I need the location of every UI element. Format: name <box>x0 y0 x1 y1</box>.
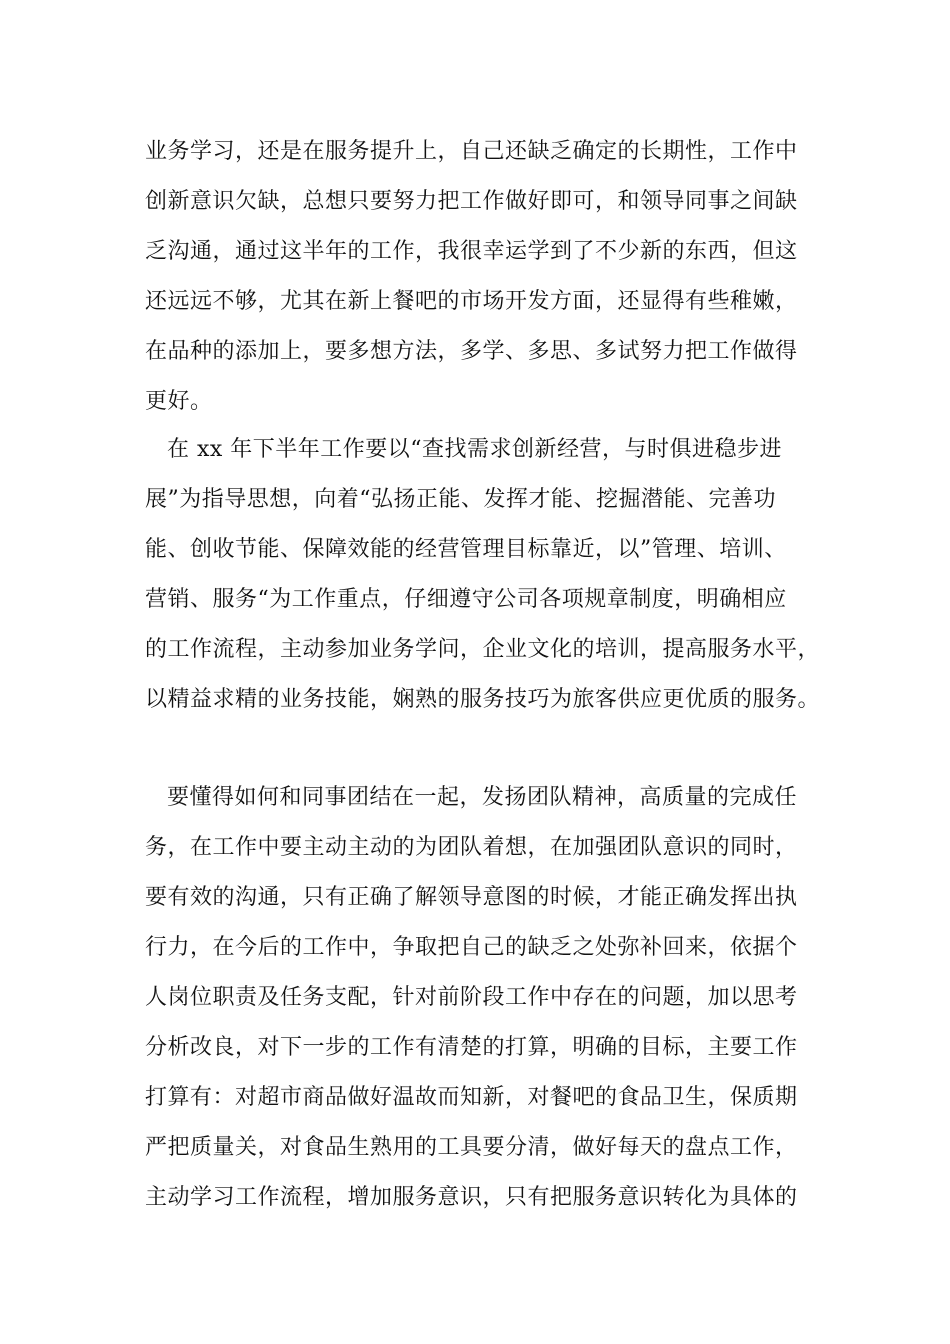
text-line: 严把质量关，对食品生熟用的工具要分清，做好每天的盘点工作， <box>145 1135 798 1160</box>
text-line: 务，在工作中要主动主动的为团队着想，在加强团队意识的同时， <box>145 835 798 860</box>
text-line: 的工作流程，主动参加业务学问，企业文化的培训，提高服务水平， <box>145 637 821 662</box>
text-line: 要有效的沟通，只有正确了解领导意图的时候，才能正确发挥出执 <box>145 885 798 910</box>
text-line: 乏沟通，通过这半年的工作，我很幸运学到了不少新的东西，但这 <box>145 239 798 264</box>
text-line: 人岗位职责及任务支配，针对前阶段工作中存在的问题，加以思考 <box>145 985 798 1010</box>
text-line: 以精益求精的业务技能，娴熟的服务技巧为旅客供应更优质的服务。 <box>145 687 821 712</box>
text-line: 要懂得如何和同事团结在一起，发扬团队精神，高质量的完成任 <box>167 785 798 810</box>
text-line: 还远远不够，尤其在新上餐吧的市场开发方面，还显得有些稚嫩， <box>145 289 798 314</box>
text-line: 创新意识欠缺，总想只要努力把工作做好即可，和领导同事之间缺 <box>145 189 798 214</box>
text-line: 展”为指导思想，向着“弘扬正能、发挥才能、挖掘潜能、完善功 <box>145 487 776 512</box>
text-line: 营销、服务“为工作重点，仔细遵守公司各项规章制度，明确相应 <box>145 587 787 612</box>
text-line: 主动学习工作流程，增加服务意识，只有把服务意识转化为具体的 <box>145 1185 798 1210</box>
text-line: 在品种的添加上，要多想方法，多学、多思、多试努力把工作做得 <box>145 339 798 364</box>
text-line: 在 xx 年下半年工作要以“查找需求创新经营，与时俱进稳步进 <box>167 437 783 462</box>
text-line: 能、创收节能、保障效能的经营管理目标靠近，以”管理、培训、 <box>145 537 787 562</box>
text-line: 更好。 <box>145 389 213 414</box>
text-line: 打算有：对超市商品做好温故而知新，对餐吧的食品卫生，保质期 <box>145 1085 798 1110</box>
text-line: 行力，在今后的工作中，争取把自己的缺乏之处弥补回来，依据个 <box>145 935 798 960</box>
text-line: 分析改良，对下一步的工作有清楚的打算，明确的目标，主要工作 <box>145 1035 798 1060</box>
text-line: 业务学习，还是在服务提升上，自己还缺乏确定的长期性，工作中 <box>145 139 798 164</box>
